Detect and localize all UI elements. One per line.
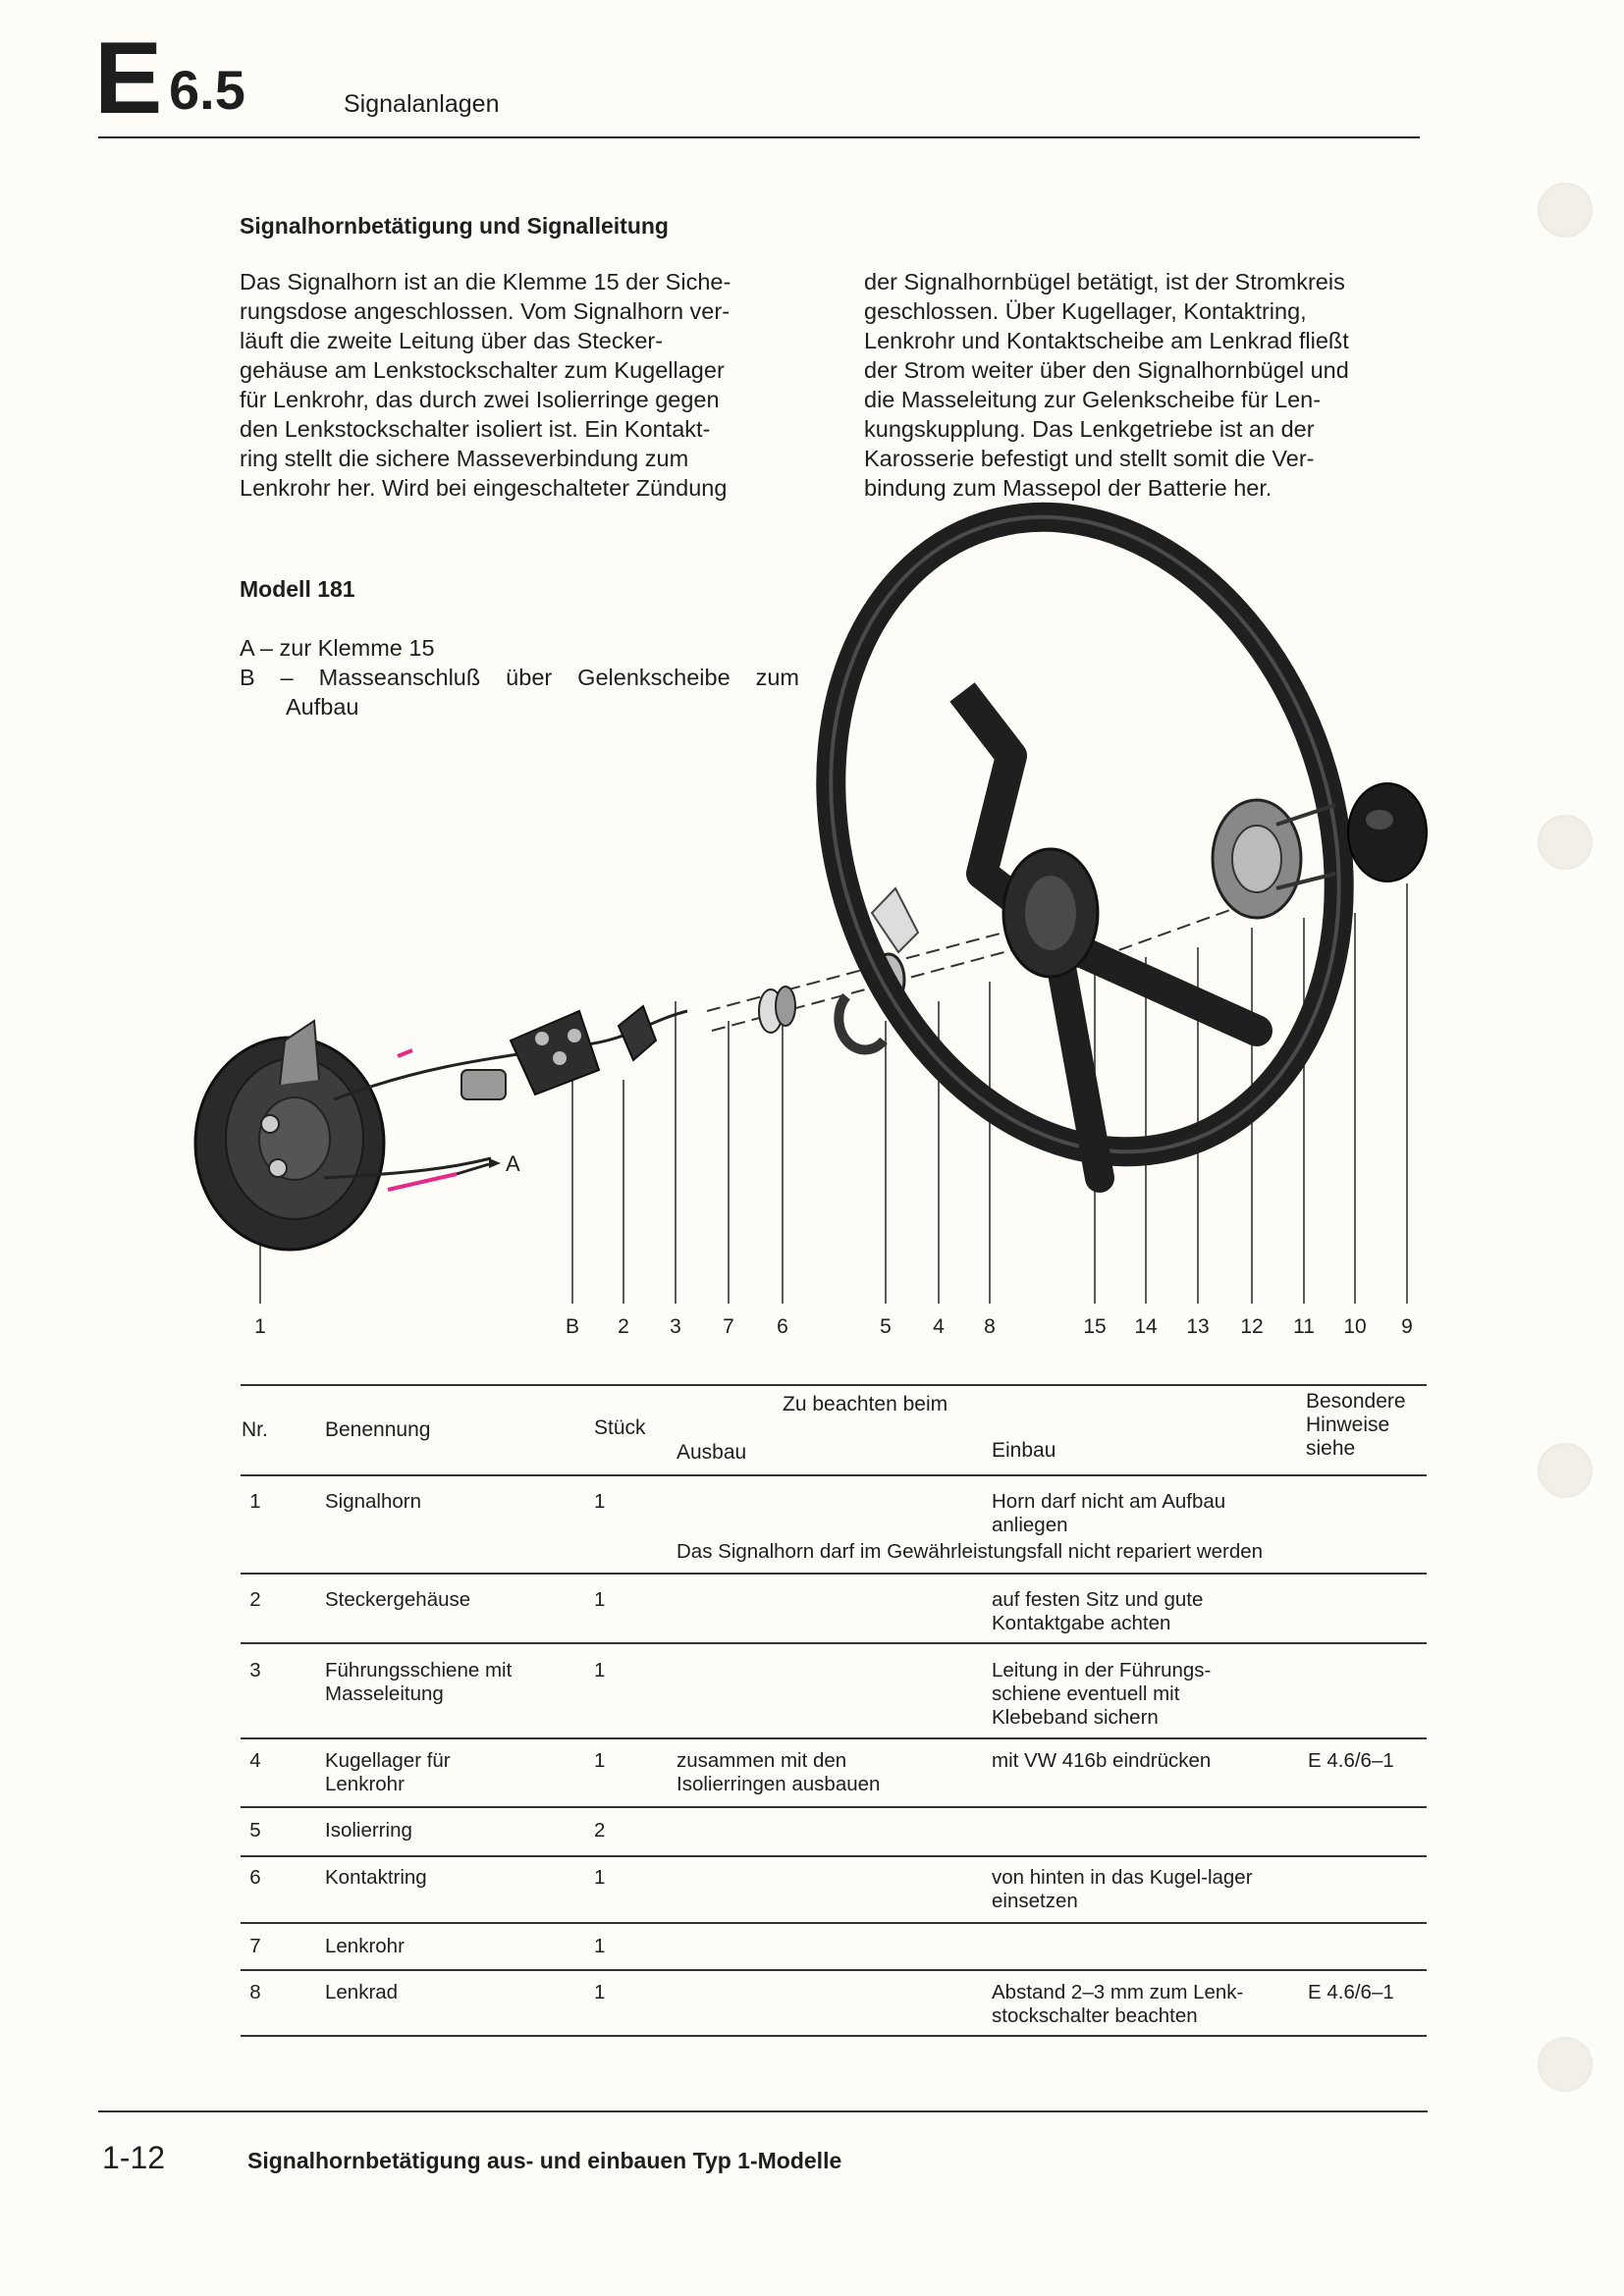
cell-qty: 1 (594, 1490, 606, 1513)
table-rule (241, 1737, 1427, 1739)
text-line: gehäuse am Lenkstockschalter zum Kugellager (240, 357, 725, 383)
text-line: kungskupplung. Das Lenkgetriebe ist an der (864, 416, 1315, 442)
callout-11: 11 (1293, 1315, 1315, 1338)
legend-b-cont: Aufbau (286, 694, 359, 720)
footer-title: Signalhornbetätigung aus- und einbauen Typ 1-Modelle (247, 2148, 842, 2173)
callout-13: 13 (1186, 1315, 1210, 1338)
header-nr: Nr. (242, 1418, 268, 1441)
text-line: die Masseleitung zur Gelenkscheibe für Len- (864, 387, 1322, 412)
header-name: Benennung (325, 1418, 431, 1441)
table-rule (241, 1573, 1427, 1575)
callout-8: 8 (984, 1315, 996, 1338)
cell-qty: 1 (594, 1659, 606, 1682)
steering-wheel (751, 451, 1418, 1218)
cell-ref: E 4.6/6–1 (1308, 1981, 1394, 2003)
text-line: bindung zum Massepol der Batterie her. (864, 475, 1272, 501)
callout-6: 6 (777, 1315, 788, 1338)
table-rule (241, 1642, 1427, 1644)
text-line: den Lenkstockschalter isoliert ist. Ein Kontakt- (240, 416, 711, 442)
callout-5: 5 (880, 1315, 892, 1338)
cell-qty: 1 (594, 1866, 606, 1889)
cell-nr: 4 (249, 1749, 261, 1772)
section-title: Signalanlagen (344, 90, 500, 118)
callout-7: 7 (723, 1315, 734, 1338)
cell-ref: E 4.6/6–1 (1308, 1749, 1394, 1772)
cell-qty: 1 (594, 1588, 606, 1611)
callout-12: 12 (1240, 1315, 1264, 1338)
cell-name: Lenkrad (325, 1981, 399, 2003)
article-title: Signalhornbetätigung und Signalleitung (240, 213, 669, 239)
text-line: rungsdose angeschlossen. Vom Signalhorn ver- (240, 298, 731, 324)
cell-nr: 7 (249, 1935, 261, 1957)
header-hinweise: Besondere (1306, 1390, 1406, 1413)
callout-2: 2 (618, 1315, 629, 1338)
guide-rail (619, 1006, 656, 1060)
header-qty: Stück (594, 1416, 646, 1439)
callout-14: 14 (1134, 1315, 1158, 1338)
cell-einbau: mit VW 416b eindrücken (992, 1749, 1212, 1772)
cell-nr: 5 (249, 1819, 261, 1842)
horn-button (1348, 783, 1427, 881)
cell-qty: 1 (594, 1981, 606, 2003)
cell-name: Führungsschiene mit Masseleitung (325, 1659, 513, 1705)
header-einbau: Einbau (992, 1439, 1056, 1462)
table-rule (241, 1474, 1427, 1476)
text-line: Karosserie befestigt und stellt somit die Ver- (864, 446, 1315, 471)
cell-ausbau: zusammen mit den Isolierringen ausbauen (677, 1749, 881, 1795)
header-ausbau: Ausbau (677, 1441, 747, 1464)
callout-1: 1 (254, 1315, 266, 1338)
horn (195, 1021, 384, 1250)
header-group: Zu beachten beim (783, 1393, 948, 1415)
marker-a: A (506, 1151, 520, 1176)
table-rule (241, 1855, 1427, 1857)
cell-nr: 8 (249, 1981, 261, 2003)
punch-hole (1538, 2037, 1593, 2092)
cell-einbau: Abstand 2–3 mm zum Lenk-stockschalter beachten (992, 1981, 1244, 2027)
model-label: Modell 181 (240, 576, 355, 602)
header-hinweise: siehe (1306, 1437, 1356, 1460)
table-note: Das Signalhorn darf im Gewährleistungsfall nicht repariert werden (677, 1540, 1264, 1563)
text-line: Das Signalhorn ist an die Klemme 15 der Siche- (240, 269, 731, 294)
section-number: 6.5 (169, 59, 245, 121)
cell-nr: 1 (249, 1490, 261, 1513)
text-line: der Signalhornbügel betätigt, ist der Stromkreis (864, 269, 1345, 294)
table-rule (241, 1806, 1427, 1808)
legend-b: B – Masseanschluß über Gelenkscheibe zum (240, 665, 799, 690)
cell-name: Signalhorn (325, 1490, 422, 1513)
callout-3: 3 (670, 1315, 681, 1338)
cell-qty: 1 (594, 1749, 606, 1772)
callout-4: 4 (933, 1315, 945, 1338)
callout-15: 15 (1083, 1315, 1107, 1338)
cell-qty: 1 (594, 1935, 606, 1957)
table-rule (241, 1922, 1427, 1924)
cell-name: Steckergehäuse (325, 1588, 471, 1611)
footer-rule (98, 2110, 1428, 2112)
contact-disc (1213, 800, 1335, 918)
page-number: 1-12 (102, 2140, 166, 2175)
text-line: läuft die zweite Leitung über das Stecker- (240, 328, 664, 353)
table-rule (241, 1969, 1427, 1971)
connector-housing (461, 1011, 599, 1099)
cell-nr: 3 (249, 1659, 261, 1682)
table-rule (241, 1384, 1427, 1386)
cell-nr: 2 (249, 1588, 261, 1611)
punch-hole (1538, 1443, 1593, 1498)
cell-name: Kontaktring (325, 1866, 427, 1889)
text-line: Lenkrohr und Kontaktscheibe am Lenkrad fließt (864, 328, 1349, 353)
text-line: ring stellt die sichere Masseverbindung zum (240, 446, 689, 471)
header-hinweise: Hinweise (1306, 1414, 1390, 1436)
cell-name: Kugellager für Lenkrohr (325, 1749, 451, 1795)
cell-einbau: auf festen Sitz und gute Kontaktgabe achten (992, 1588, 1204, 1634)
cell-name: Lenkrohr (325, 1935, 405, 1957)
cell-nr: 6 (249, 1866, 261, 1889)
cell-einbau: von hinten in das Kugel-lager einsetzen (992, 1866, 1253, 1912)
cell-einbau: Horn darf nicht am Aufbau anliegen (992, 1490, 1226, 1536)
cell-name: Isolierring (325, 1819, 412, 1842)
cell-qty: 2 (594, 1819, 606, 1842)
text-line: geschlossen. Über Kugellager, Kontaktring, (864, 298, 1307, 324)
text-line: Lenkrohr her. Wird bei eingeschalteter Zündung (240, 475, 728, 501)
callout-10: 10 (1343, 1315, 1367, 1338)
section-letter: E (94, 22, 161, 135)
text-line: der Strom weiter über den Signalhornbügel und (864, 357, 1349, 383)
legend-a: A – zur Klemme 15 (240, 635, 435, 661)
callout-b: B (565, 1315, 579, 1338)
text-line: für Lenkrohr, das durch zwei Isolierringe gegen (240, 387, 720, 412)
cell-einbau: Leitung in der Führungs-schiene eventuell mit Klebeband sichern (992, 1659, 1212, 1729)
leader-lines (260, 883, 1407, 1304)
callout-9: 9 (1401, 1315, 1413, 1338)
table-rule (241, 2035, 1427, 2037)
